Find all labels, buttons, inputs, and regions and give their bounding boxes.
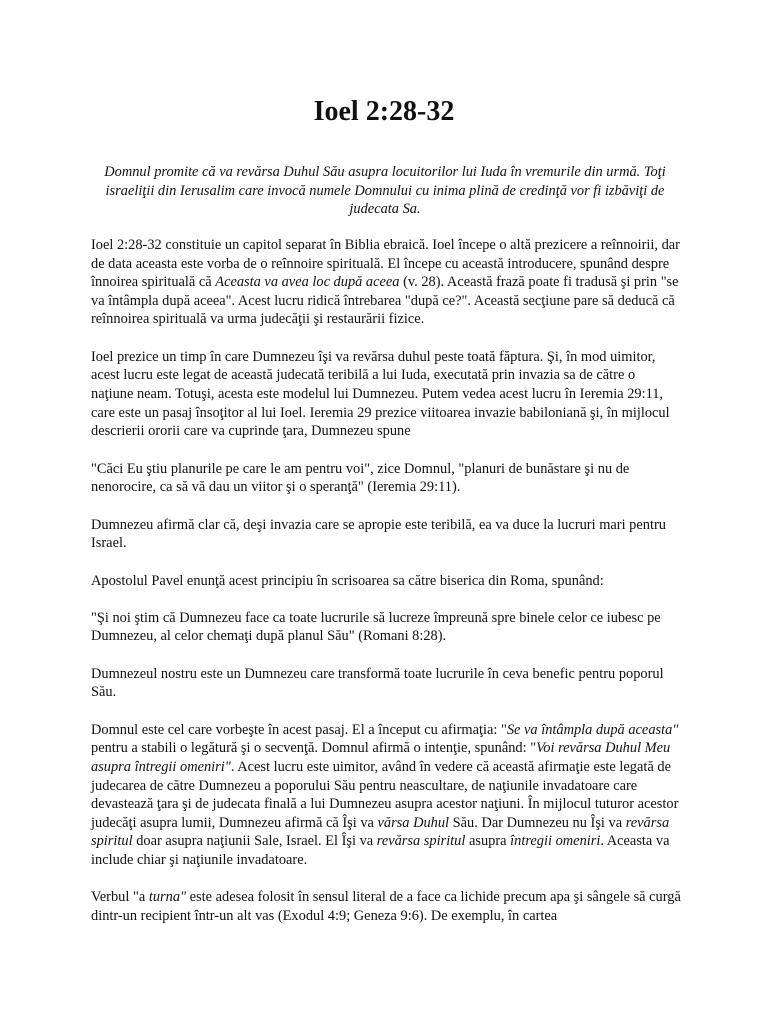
paragraph-8-text-m: . Aceasta va include chiar şi naţiunile invadatoare. (91, 833, 670, 869)
paragraph-8-emphasis-j: revărsa spiritul (376, 833, 466, 850)
paragraph-4: Dumnezeu afirmă clar că, deşi invazia care se apropie este teribilă, ea va duce la lucruri mari pentru Israel. (91, 516, 666, 552)
document-body (91, 236, 681, 944)
paragraph-9 (91, 888, 681, 925)
quote-romans: "Şi noi ştim că Dumnezeu face ca toate lucrurile să lucreze împreună spre binele celor ce iubesc pe Dumnezeu, al celor chemaţi după planul Său" (Romani 8:28). (91, 609, 661, 645)
paragraph-8-text-c: pentru a stabili o legătură şi o secvenţă. Domnul afirmă o intenţie, spunând: " (91, 740, 537, 757)
paragraph-9-text-a: Verbul "a (91, 889, 149, 906)
paragraph-1-text-c: (v. 28). Această frază poate fi tradusă şi prin "se va întâmpla după aceea". Acest lucru ridică întrebarea "după ce?". Această secţiune pare să deducă că reînnoirea spirituală va urma judecăţii şi restaurării fizice. (91, 274, 679, 328)
paragraph-8 (91, 721, 681, 870)
paragraph-5: Apostolul Pavel enunţă acest principiu în scrisoarea sa către biserica din Roma, spunând: (91, 572, 604, 589)
paragraph-8-emphasis-f: vărsa Duhul (377, 814, 450, 831)
paragraph-1 (91, 236, 681, 329)
abstract: Domnul promite că va revărsa Duhul Său asupra locuitorilor lui Iuda în vremurile din urmă. Toţi israeliţii din Ierusalim care invocă numele Domnului cu inima plină de credinţă vor fi izbăviţi de judecata Sa. (104, 164, 666, 217)
paragraph-8-emphasis-h: revărsa spiritul (91, 814, 670, 850)
paragraph-9-text-c: este adesea folosit în sensul literal de a face ca lichide precum apa şi sângele să curgă dintr-un recipient într-un alt vas (Exodul 4:9; Geneza 9:6). De exemplu, în cartea (91, 889, 681, 924)
paragraph-8-text-i: doar asupra naţiunii Sale, Israel. El Îşi va (132, 833, 377, 850)
document-title: Ioel 2:28-32 (313, 96, 455, 127)
paragraph-8-text-e: . Acest lucru este uimitor, având în vedere că această afirmaţie este legată de judecarea de către Dumnezeu a poporului Său pentru neascultare, de naţiunile invadatoare care devastează ţara şi de judecata finală a lui Dumnezeu asupra acestor naţiuni. În mijlocul tuturor acestor judecăţi asupra lumii, Dumnezeu afirmă că Îşi va (91, 759, 679, 831)
paragraph-1-text-a: Ioel 2:28-32 constituie un capitol separat în Biblia ebraică. Ioel începe o altă prezicere a reînnoirii, dar de data aceasta este vorba de o reînnoire spirituală. El începe cu această introducere, spunând despre înnoirea spirituală că (91, 237, 680, 291)
paragraph-7: Dumnezeul nostru este un Dumnezeu care transformă toate lucrurile în ceva benefic pentru poporul Său. (91, 665, 664, 701)
quote-jeremiah: "Căci Eu ştiu planurile pe care le am pentru voi", zice Domnul, "planuri de bunăstare şi nu de nenorocire, ca să vă dau un viitor şi o speranţă" (Ieremia 29:11). (91, 460, 630, 496)
paragraph-2: Ioel prezice un timp în care Dumnezeu îşi va revărsa duhul peste toată făptura. Şi, în mod uimitor, acest lucru este legat de această judecată teribilă a lui Iuda, executată prin invazia sa de către o naţiune neam. Totuşi, acesta este modelul lui Dumnezeu. Putem vedea acest lucru în Ieremia 29:11, care este un pasaj însoţitor al lui Ioel. Ieremia 29 prezice viitoarea invazie babiloniană şi, în mijlocul descrierii ororii care va cuprinde ţara, Dumnezeu spune (91, 348, 670, 440)
paragraph-8-emphasis-l: întregii omeniri (510, 833, 601, 850)
paragraph-8-emphasis-d: Voi revărsa Duhul Meu asupra întregii omeniri" (91, 740, 671, 776)
paragraph-1-emphasis: Aceasta va avea loc după aceea (215, 274, 400, 291)
paragraph-8-text-a: Domnul este cel care vorbeşte în acest pasaj. El a început cu afirmaţia: " (91, 721, 507, 738)
paragraph-9-emphasis: turna" (148, 889, 187, 906)
paragraph-8-text-g: Său. Dar Dumnezeu nu Îşi va (449, 814, 626, 831)
paragraph-8-emphasis-b: Se va întâmpla după aceasta" (506, 721, 679, 738)
paragraph-8-text-k: asupra (465, 833, 511, 850)
